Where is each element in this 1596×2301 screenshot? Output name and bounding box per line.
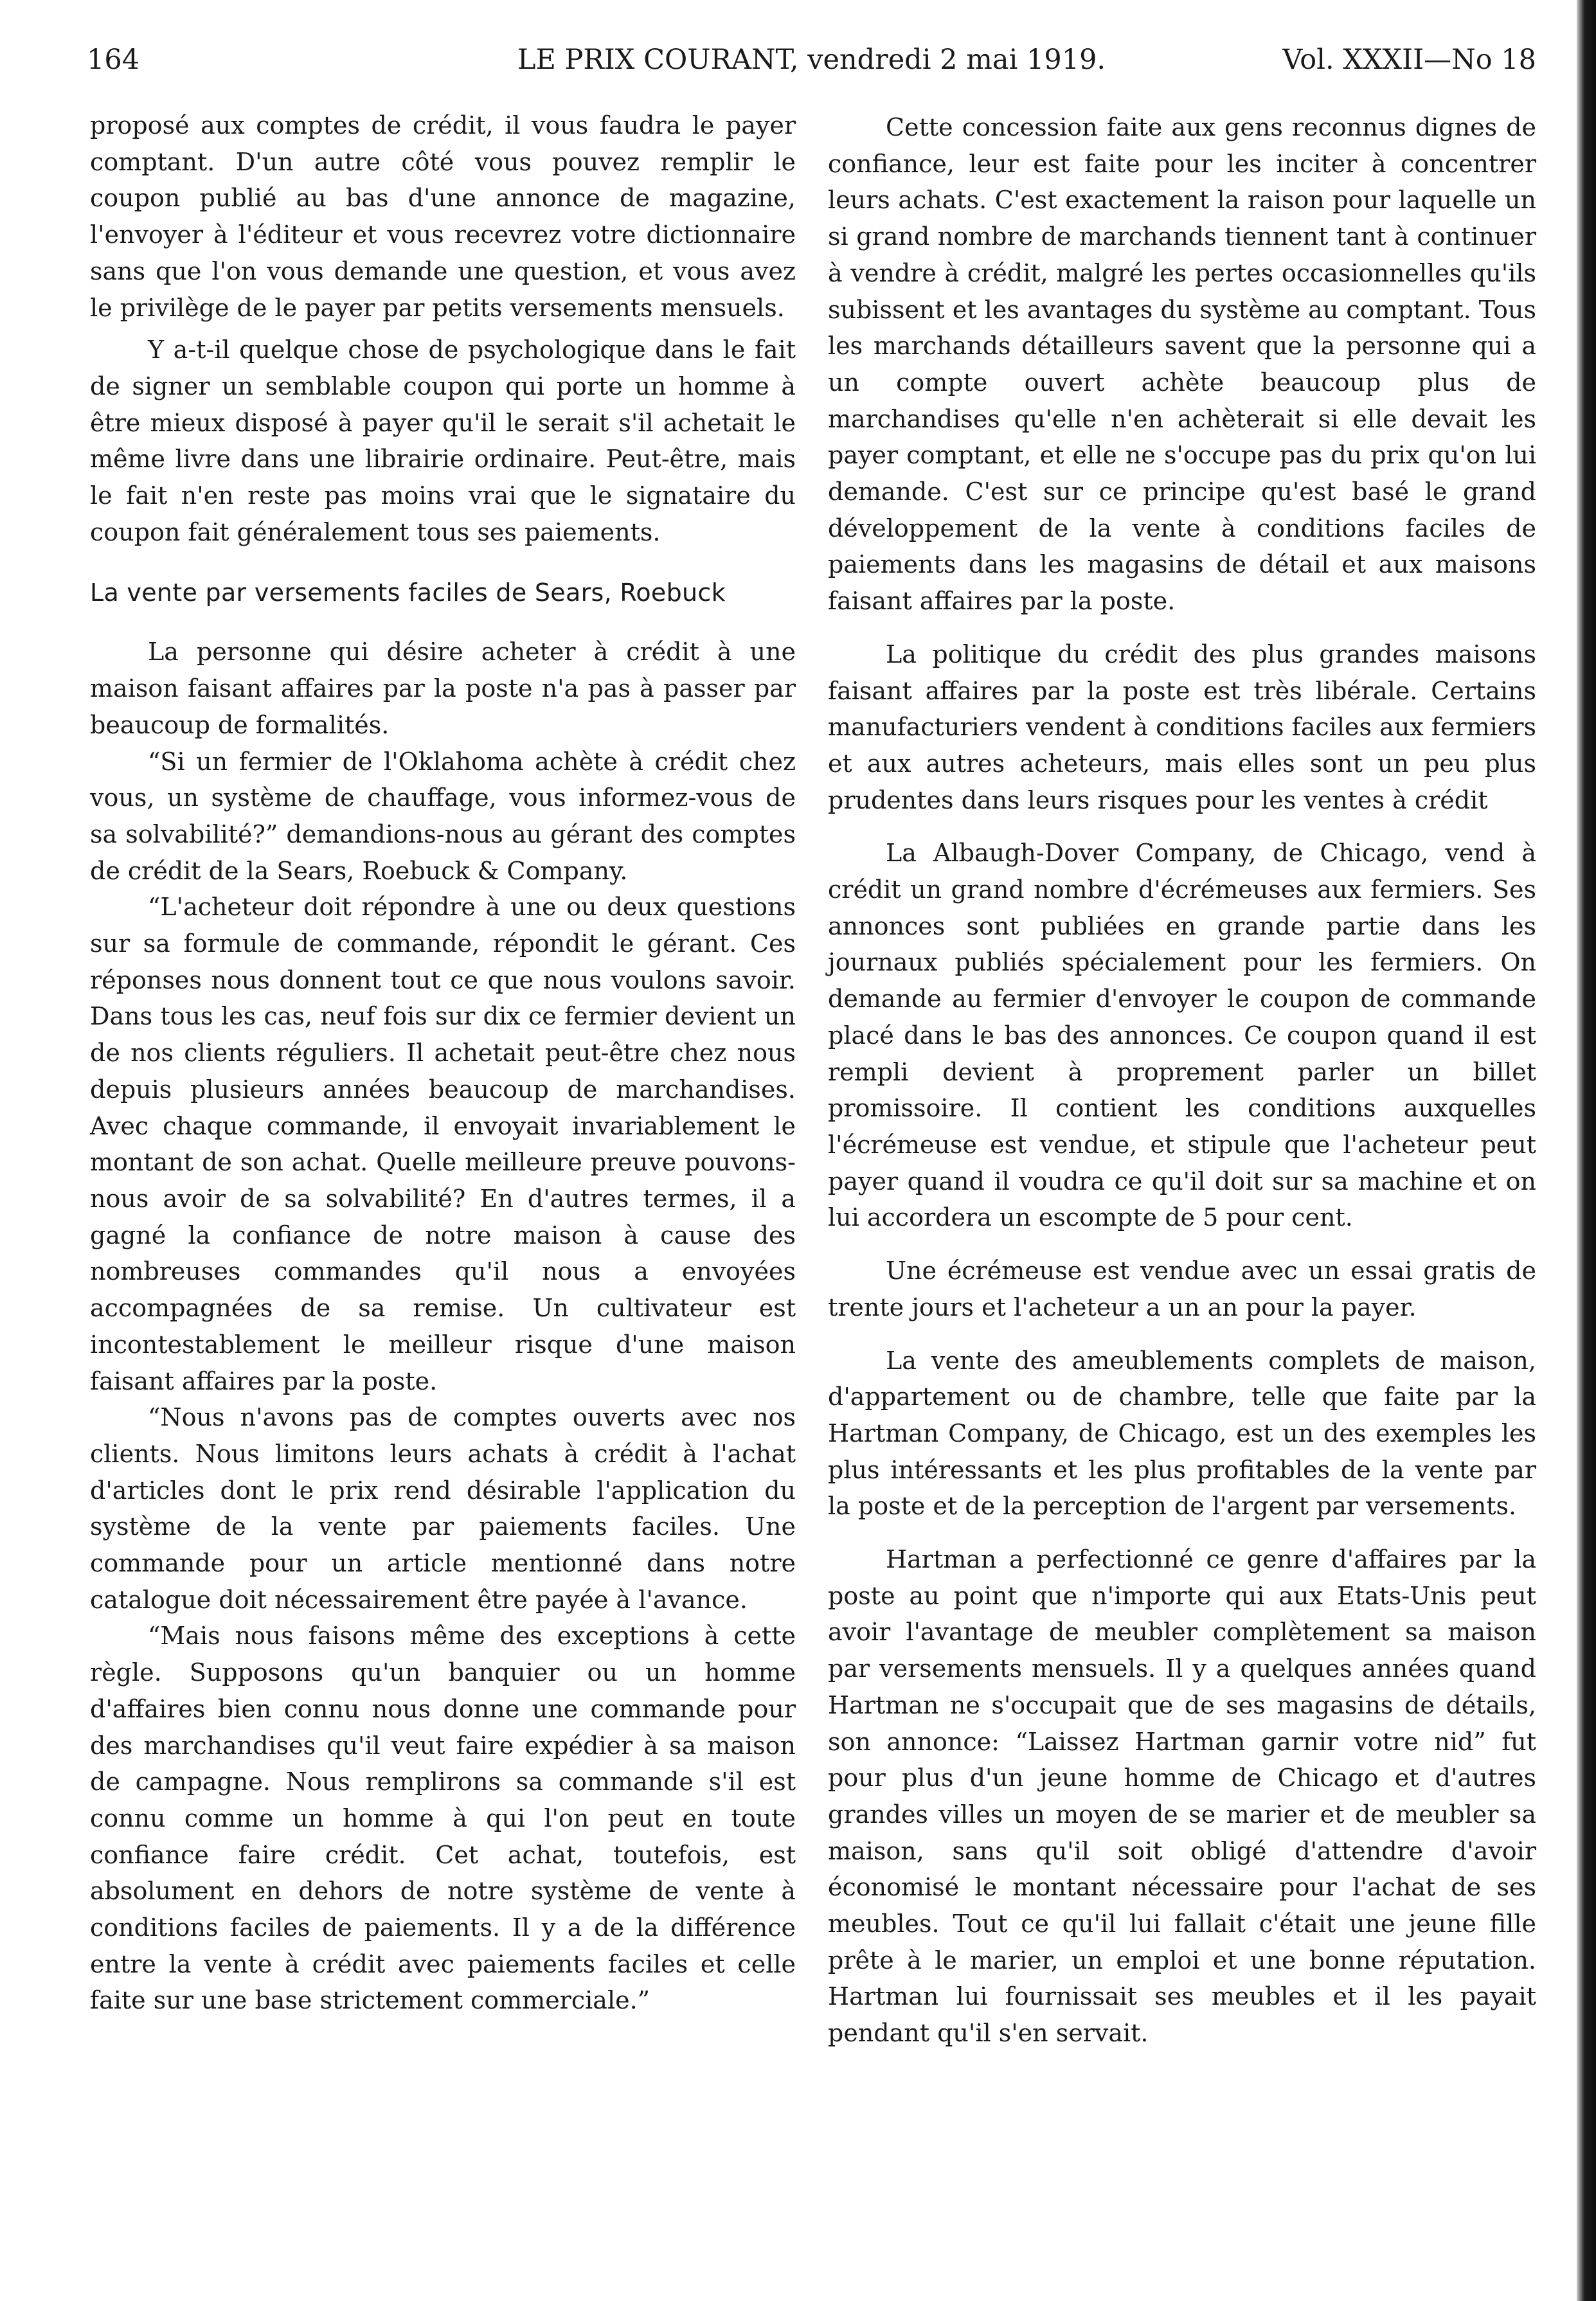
running-head: LE PRIX COURANT, vendredi 2 mai 1919. (517, 44, 1106, 76)
scan-edge-shadow (1577, 0, 1596, 2301)
paragraph: “Mais nous faisons même des exceptions à cette règle. Supposons qu'un banquier ou un homme d'affaires bien connu nous donne une commande pour des marchandises qu'il veut faire expédier à sa maison de campagne. Nous remplirons sa commande s'il est connu comme un homme à qui l'on peut en toute confiance faire crédit. Cet achat, toutefois, est absolument en dehors de notre système de vente à conditions faciles de paiements. Il y a de la différence entre la vente à crédit avec paiements faciles et celle faite sur une base strictement commerciale.” (90, 1622, 796, 2015)
paragraph: Hartman a perfectionné ce genre d'affaires par la poste au point que n'importe qui aux Etats-Unis peut avoir l'avantage de meubler complètement sa maison par versements mensuels. Il y a quelques années quand Hartman ne s'occupait que de ses magasins de détails, son annonce: “Laissez Hartman garnir votre nid” fut pour plus d'un jeune homme de Chicago et d'autres grandes villes un moyen de se marier et de meubler sa maison, sans qu'il soit obligé d'attendre d'avoir économisé le montant nécessaire pour l'achat de ses meubles. Tout ce qu'il lui fallait c'était une jeune fille prête à le marier, un emploi et une bonne réputation. Hartman lui fournissait ses meubles et il les payait pendant qu'il s'en servait. (828, 1545, 1536, 2048)
paragraph: “L'acheteur doit répondre à une ou deux questions sur sa formule de commande, répondit le gérant. Ces réponses nous donnent tout ce que nous voulons savoir. Dans tous les cas, neuf fois sur dix ce fermier devient un de nos clients réguliers. Il achetait peut-être chez nous depuis plusieurs années beaucoup de marchandises. Avec chaque commande, il envoyait invariablement le montant de son achat. Quelle meilleure preuve pouvons-nous avoir de sa solvabilité? En d'autres termes, il a gagné la confiance de notre maison à cause des nombreuses commandes qu'il nous a envoyées accompagnées de sa remise. Un cultivateur est incontestablement le meilleur risque d'une maison faisant affaires par la poste. (90, 893, 796, 1395)
paragraph: La personne qui désire acheter à crédit à une maison faisant affaires par la poste n'a pas à passer par beaucoup de formalités. (90, 638, 796, 739)
paragraph: Une écrémeuse est vendue avec un essai gratis de trente jours et l'acheteur a un an pour la payer. (828, 1257, 1536, 1321)
section-heading: La vente par versements faciles de Sears, Roebuck (90, 578, 726, 607)
page-number: 164 (87, 44, 140, 76)
paragraph: La Albaugh-Dover Company, de Chicago, vend à crédit un grand nombre d'écrémeuses aux fermiers. Ses annonces sont publiées en grande partie dans les journaux publiés spécialement pour les fermiers. On demande au fermier d'envoyer le coupon de commande placé dans le bas des annonces. Ce coupon quand il est rempli devient à proprement parler un billet promissoire. Il contient les conditions auxquelles l'écrémeuse est vendue, et stipule que l'acheteur peut payer quand il voudra ce qu'il doit sur sa machine et on lui accordera un escompte de 5 pour cent. (828, 839, 1536, 1232)
paragraph: Cette concession faite aux gens reconnus dignes de confiance, leur est faite pour les inciter à concentrer leurs achats. C'est exactement la raison pour laquelle un si grand nombre de marchands tiennent tant à continuer à vendre à crédit, malgré les pertes occasionnelles qu'ils subissent et les avantages du système au comptant. Tous les marchands détailleurs savent que la personne qui a un compte ouvert achète beaucoup plus de marchandises qu'elle n'en achèterait si elle devait les payer comptant, et elle ne s'occupe pas du prix qu'on lui demande. C'est sur ce principe qu'est basé le grand développement de la vente à conditions faciles de paiements dans les magasins de détail et aux maisons faisant affaires par la poste. (828, 113, 1536, 616)
page-header (87, 37, 1536, 82)
paragraph: La vente des ameublements complets de maison, d'appartement ou de chambre, telle que faite par la Hartman Company, de Chicago, est un des exemples les plus intéressants et les plus profitables de la vente par la poste et de la perception de l'argent par versements. (828, 1346, 1536, 1521)
left-column (90, 107, 796, 2019)
paragraph: proposé aux comptes de crédit, il vous faudra le payer comptant. D'un autre côté vous pouvez remplir le coupon publié au bas d'une annonce de magazine, l'envoyer à l'éditeur et vous recevrez votre dictionnaire sans que l'on vous demande une question, et vous avez le privilège de le payer par petits versements mensuels. (90, 111, 796, 322)
paragraph: Y a-t-il quelque chose de psychologique dans le fait de signer un semblable coupon qui porte un homme à être mieux disposé à payer qu'il le serait s'il achetait le même livre dans une librairie ordinaire. Peut-être, mais le fait n'en reste pas moins vrai que le signataire du coupon fait généralement tous ses paiements. (90, 336, 796, 546)
paragraph: “Si un fermier de l'Oklahoma achète à crédit chez vous, un système de chauffage, vous informez-vous de sa solvabilité?” demandions-nous au gérant des comptes de crédit de la Sears, Roebuck & Company. (90, 747, 796, 885)
volume-issue: Vol. XXXII—No 18 (1282, 44, 1536, 76)
paragraph: La politique du crédit des plus grandes maisons faisant affaires par la poste est très libérale. Certains manufacturiers vendent à conditions faciles aux fermiers et aux autres acheteurs, mais elles sont un peu plus prudentes dans leurs risques pour les ventes à crédit (828, 640, 1536, 814)
paragraph: “Nous n'avons pas de comptes ouverts avec nos clients. Nous limitons leurs achats à crédit à l'achat d'articles dont le prix rend désirable l'application du système de la vente par paiements faciles. Une commande pour un article mentionné dans notre catalogue doit nécessairement être payée à l'avance. (90, 1403, 796, 1614)
right-column (828, 109, 1536, 2052)
